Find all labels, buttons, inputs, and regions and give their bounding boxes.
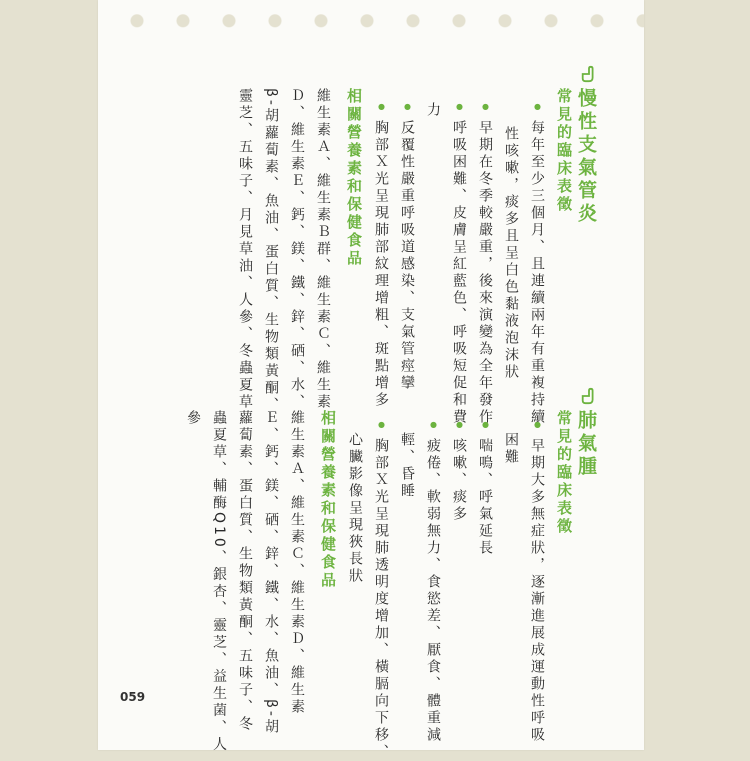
emphysema-nutrition-2: Ｅ、鈣、鎂、硒、鋅、鐵、水、魚油、β-胡 bbox=[263, 410, 279, 736]
bronchitis-line-3: ● 早期在冬季較嚴重，後來演變為全年發作 bbox=[478, 102, 492, 426]
emphysema-nutrition-4: 蟲夏草、輔酶Q10、銀杏、靈芝、益生菌、人 bbox=[211, 410, 227, 754]
bronchitis-line-2: 性咳嗽，痰多且呈白色黏液泡沫狀 bbox=[503, 126, 519, 381]
hand-pointer-icon bbox=[580, 386, 598, 406]
emphysema-line-6: 輕、昏睡 bbox=[399, 432, 415, 500]
page-number: 059 bbox=[120, 690, 146, 704]
section-title-bronchitis: 慢性支氣管炎 bbox=[575, 88, 597, 226]
nutrition-heading-bronchitis: 相關營養素和保健食品 bbox=[345, 88, 363, 268]
book-page bbox=[98, 0, 644, 761]
hand-pointer-icon bbox=[580, 64, 598, 84]
bronchitis-nutrition-2: Ｄ、維生素Ｅ、鈣、鎂、鐵、鋅、硒、水、 bbox=[289, 88, 305, 411]
emphysema-nutrition-3: 蘿蔔素、蛋白質、生物類黃酮、五味子、冬 bbox=[237, 410, 253, 733]
symptoms-heading-emphysema: 常見的臨床表徵 bbox=[555, 410, 573, 536]
emphysema-line-3: ● 喘鳴、呼氣延長 bbox=[478, 420, 492, 557]
emphysema-line-5: ● 疲倦、軟弱無力、食慾差、厭食、體重減 bbox=[426, 420, 440, 744]
section-title-emphysema: 肺氣腫 bbox=[575, 410, 597, 479]
emphysema-line-8: 心臟影像呈現狹長狀 bbox=[347, 432, 363, 585]
emphysema-line-1: ● 早期大多無症狀，逐漸進展成運動性呼吸 bbox=[530, 420, 544, 744]
emphysema-nutrition-5: 參 bbox=[185, 410, 201, 427]
bronchitis-line-5: 力 bbox=[425, 102, 441, 119]
bronchitis-line-1: ● 每年至少三個月、且連續兩年有重複持續 bbox=[530, 102, 544, 426]
symptoms-heading-bronchitis: 常見的臨床表徵 bbox=[555, 88, 573, 214]
bronchitis-line-6: ● 反覆性嚴重呼吸道感染、支氣管痙攣 bbox=[400, 102, 414, 392]
emphysema-line-4: ● 咳嗽、痰多 bbox=[452, 420, 466, 523]
nutrition-heading-emphysema: 相關營養素和保健食品 bbox=[319, 410, 337, 590]
bronchitis-nutrition-1: 維生素Ａ、維生素Ｂ群、維生素Ｃ、維生素 bbox=[315, 88, 331, 411]
emphysema-nutrition-1: 維生素Ａ、維生素Ｃ、維生素Ｄ、維生素 bbox=[289, 410, 305, 716]
bronchitis-nutrition-3: β-胡蘿蔔素、魚油、蛋白質、生物類黃酮、 bbox=[263, 88, 279, 414]
emphysema-line-7: ● 胸部Ｘ光呈現肺透明度增加、橫膈向下移、 bbox=[374, 420, 388, 761]
emphysema-line-2: 困難 bbox=[503, 432, 519, 466]
bronchitis-nutrition-4: 靈芝、五味子、月見草油、人參、冬蟲夏草 bbox=[237, 88, 253, 411]
bronchitis-line-7: ● 胸部Ｘ光呈現肺部紋理增粗、斑點增多 bbox=[374, 102, 388, 409]
bronchitis-line-4: ● 呼吸困難、皮膚呈紅藍色、呼吸短促和費 bbox=[452, 102, 466, 426]
